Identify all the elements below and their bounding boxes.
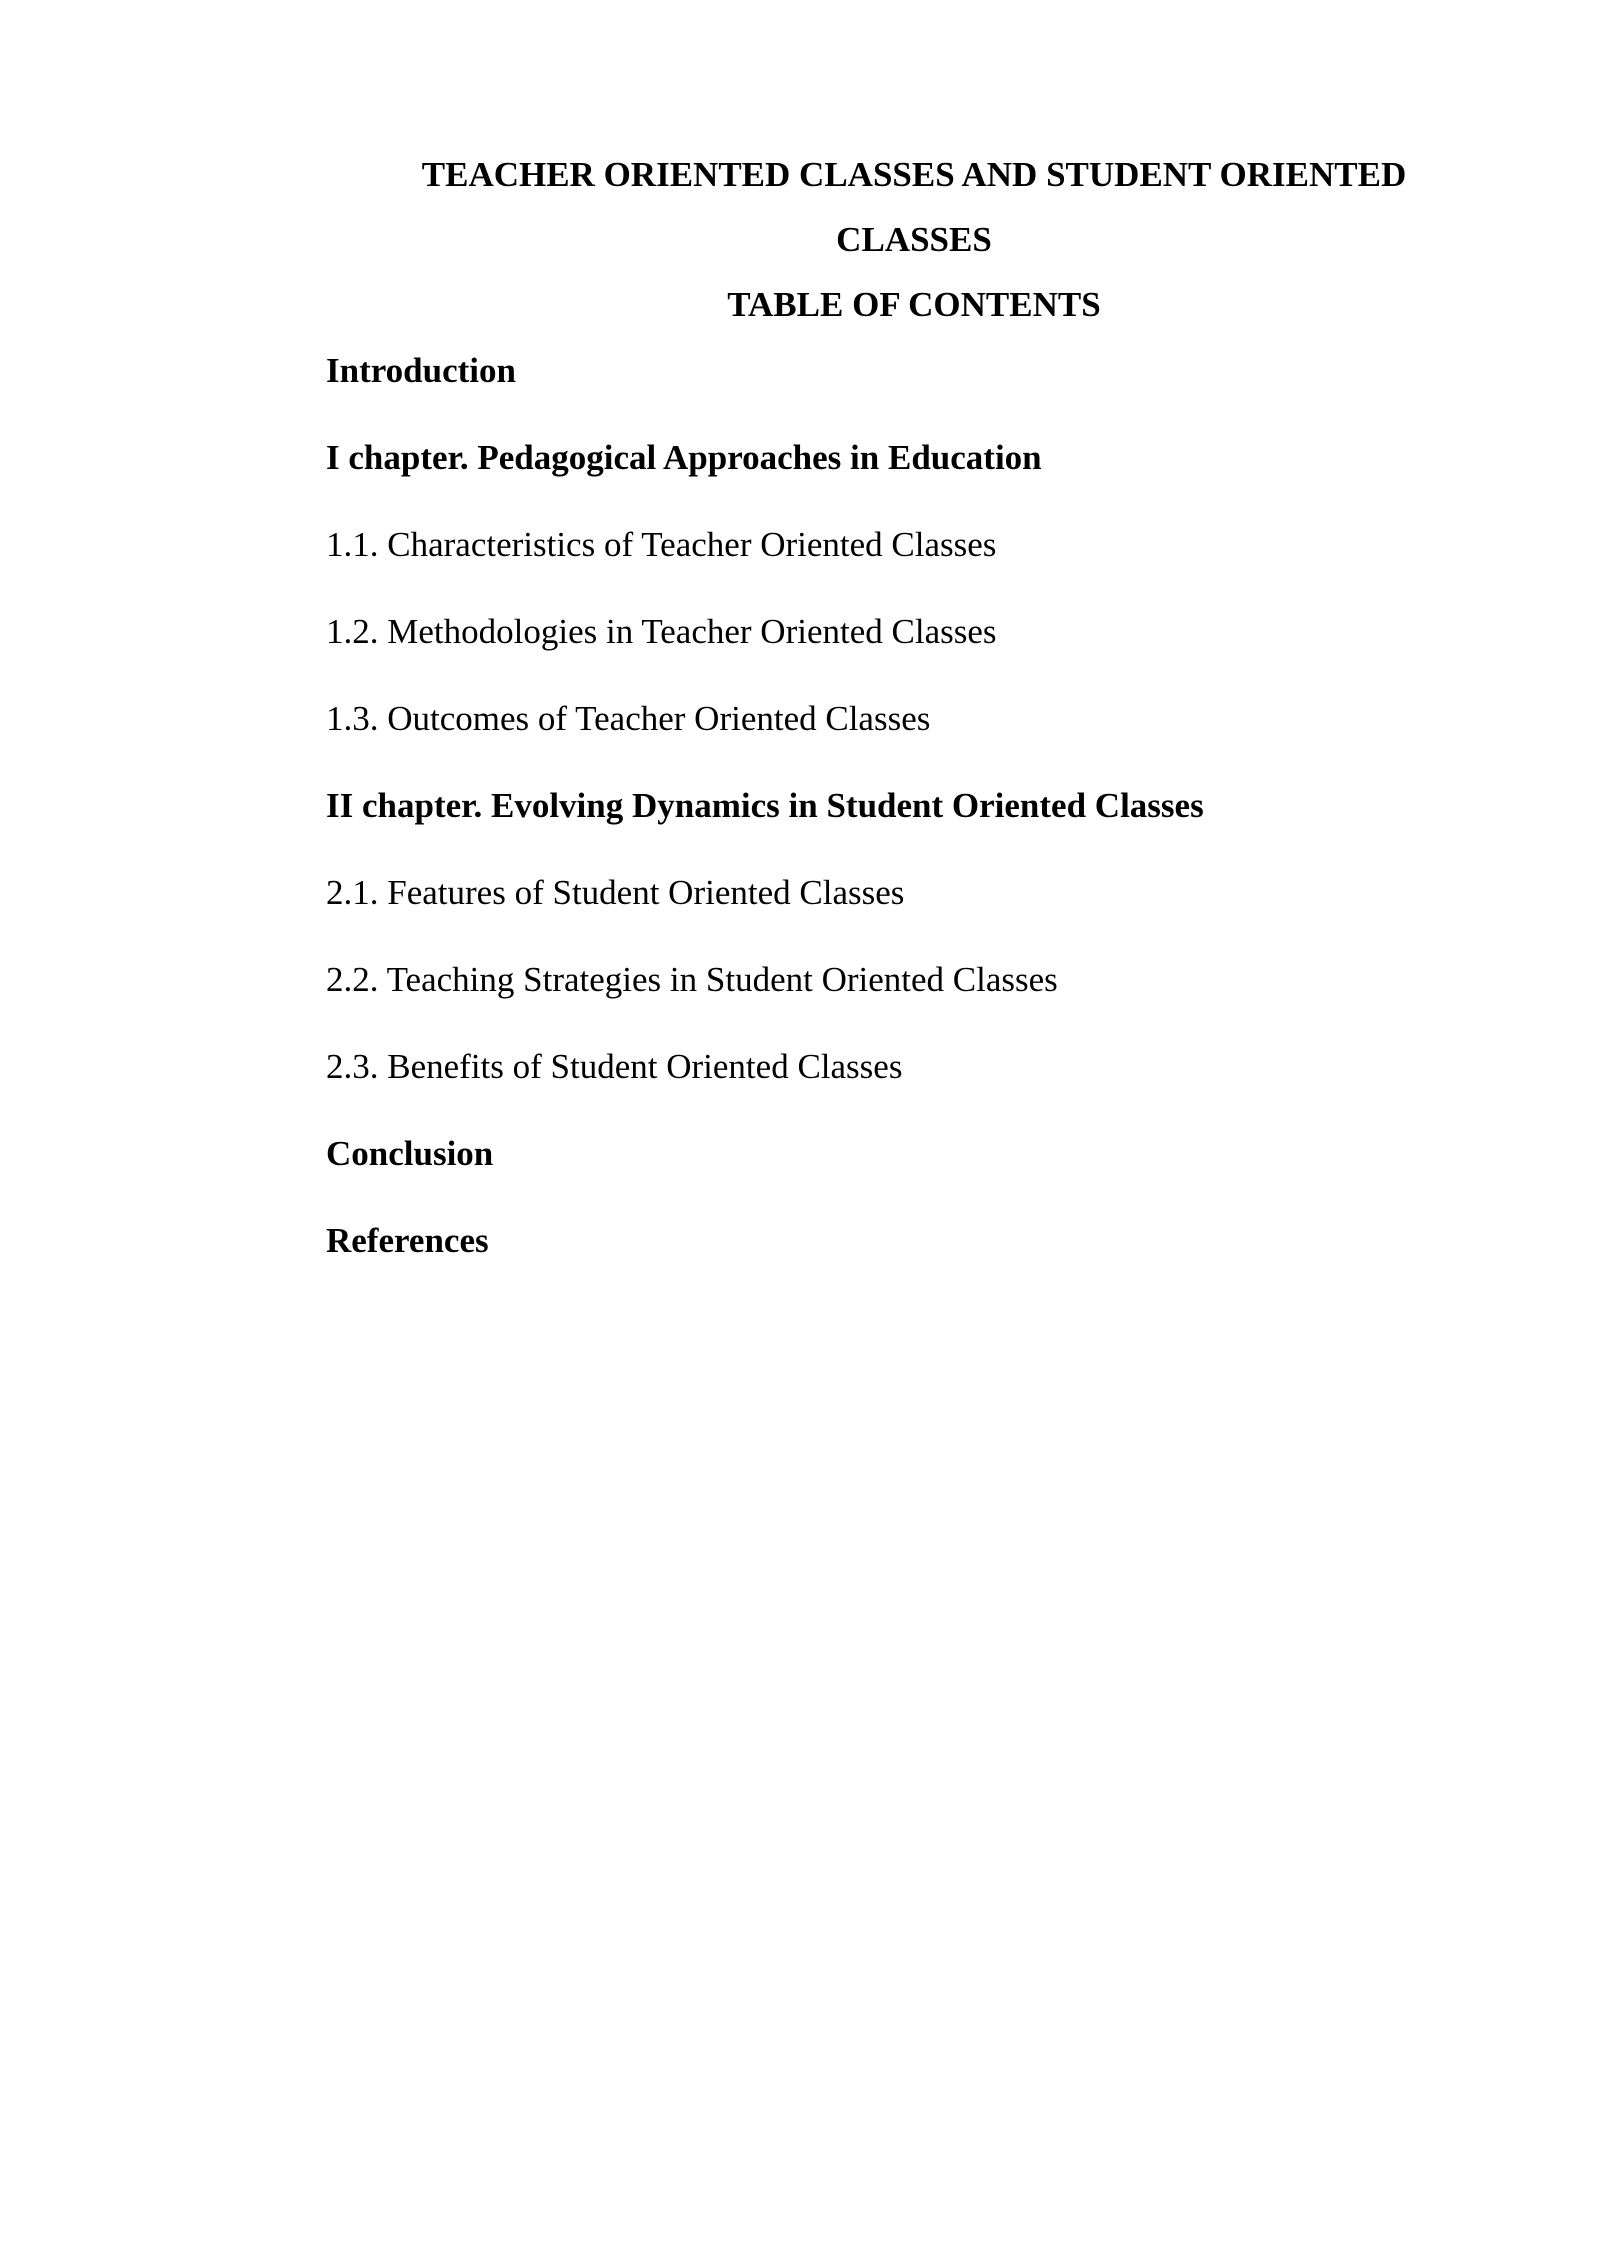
toc-entry-references: References <box>326 1221 489 1260</box>
document-title-line-1: TEACHER ORIENTED CLASSES AND STUDENT ORIENTED <box>421 155 1407 194</box>
toc-entry-introduction: Introduction <box>326 351 516 390</box>
toc-entry-1-1: 1.1. Characteristics of Teacher Oriented Classes <box>326 525 997 564</box>
toc-entry-1-3: 1.3. Outcomes of Teacher Oriented Classes <box>326 699 931 738</box>
toc-entry-chapter-2: II chapter. Evolving Dynamics in Student Oriented Classes <box>326 786 1204 825</box>
toc-entry-2-1: 2.1. Features of Student Oriented Classes <box>326 873 905 912</box>
toc-heading: TABLE OF CONTENTS <box>727 285 1101 324</box>
table-of-contents <box>326 351 1502 1308</box>
toc-entry-chapter-1: I chapter. Pedagogical Approaches in Education <box>326 438 1042 477</box>
toc-entry-conclusion: Conclusion <box>326 1134 494 1173</box>
toc-entry-1-2: 1.2. Methodologies in Teacher Oriented Classes <box>326 612 997 651</box>
toc-entry-2-2: 2.2. Teaching Strategies in Student Oriented Classes <box>326 960 1058 999</box>
document-title-line-2: CLASSES <box>836 220 992 259</box>
toc-entry-2-3: 2.3. Benefits of Student Oriented Classes <box>326 1047 903 1086</box>
